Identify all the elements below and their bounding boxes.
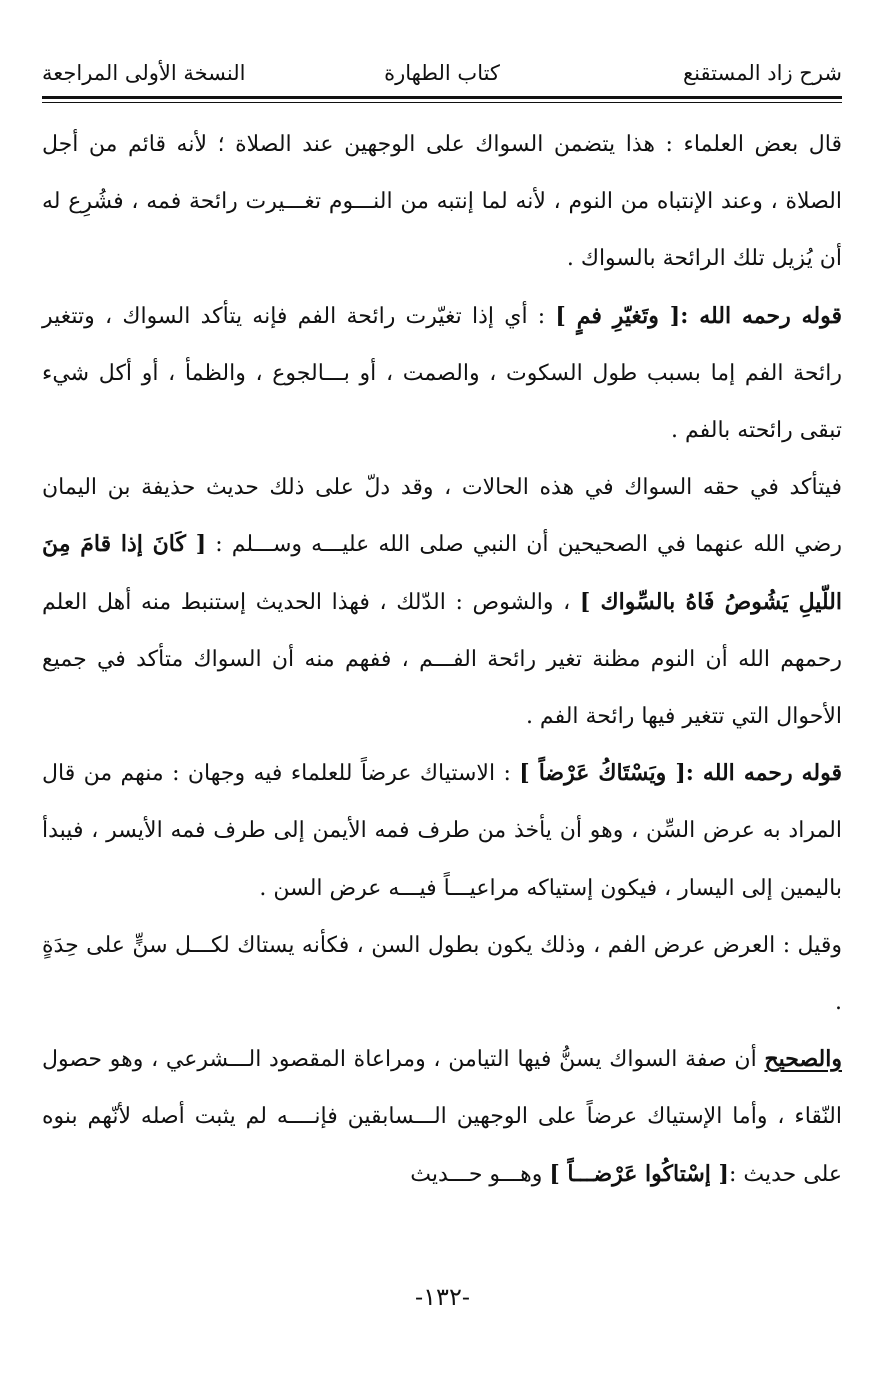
header-book-title: شرح زاد المستقنع <box>683 61 842 85</box>
paragraph-6 <box>42 1031 842 1203</box>
paragraph-lead: قوله رحمه الله :[ وتَغيّرِ فمٍ ] <box>555 302 842 329</box>
paragraph-text: : الاستياك عرضاً للعلماء فيه وجهان : منهم من قال المراد به عرض السِّن ، وهو أن يأخذ من طرف فمه الأيمن إلى طرف فمه الأيسر ، فيبدأ باليمين إلى اليسار ، فيكون إستياكه مراعيـــاً فيـــه عرض السن . <box>42 761 842 901</box>
paragraph-text: : أي إذا تغيّرت رائحة الفم فإنه يتأكد السواك ، وتتغير رائحة الفم إما بسبب طول السكوت ، والصمت ، أو بـــالجوع ، والظمأ ، أو أكل شيء تبقى رائحته بالفم . <box>42 303 842 444</box>
hadith-quote: [ كَانَ إذا قامَ مِنَ اللّيلِ يَشُوصُ فَاهُ بالسِّواك ] <box>42 531 842 615</box>
header-edition-note: النسخة الأولى المراجعة <box>42 61 246 85</box>
paragraph-text: قال بعض العلماء : هذا يتضمن السواك على الوجهين عند الصلاة ؛ لأنه قائم من أجل الصلاة ، وعند الإنتباه من النوم ، لأنه لما إنتبه من النـــوم تغـــيرت رائحة فمه ، فشُرِع له أن يُزيل تلك الرائحة بالسواك . <box>42 132 842 272</box>
paragraph-text: فيتأكد في حقه السواك في هذه الحالات ، وقد دلّ على ذلك حديث حذيفة بن اليمان رضي الله عنهما في الصحيحين أن النبي صلى الله عليـــه وســـلم : <box>42 475 842 558</box>
page-number: -١٣٢- <box>415 1283 470 1311</box>
paragraph-4 <box>42 745 842 917</box>
header-rule-thin <box>42 102 842 103</box>
paragraph-text: ، والشوص : الدّلك ، فهذا الحديث إستنبط منه أهل العلم رحمهم الله أن النوم مظنة تغير رائحة الفـــم ، ففهم منه أن السواك متأكد في جميع الأحوال التي تتغير فيها رائحة الفم . <box>42 589 842 730</box>
hadith-quote: [ إسْتاكُوا عَرْضـــاً ] <box>549 1160 729 1187</box>
header-rule-thick <box>42 96 842 99</box>
header-chapter-title: كتاب الطهارة <box>384 61 500 85</box>
paragraph-lead: والصحيح <box>764 1046 842 1073</box>
page-header <box>42 56 842 96</box>
paragraph-5 <box>42 917 842 1031</box>
paragraph-lead: قوله رحمه الله :[ ويَسْتَاكُ عَرْضاً ] <box>519 760 842 787</box>
paragraph-1 <box>42 116 842 288</box>
page-body <box>42 116 842 1203</box>
paragraph-2 <box>42 288 842 460</box>
paragraph-text: وقيل : العرض عرض الفم ، وذلك يكون بطول السن ، فكأنه يستاك لكـــل سنٍّ على حِدَةٍ . <box>42 932 842 1016</box>
paragraph-text: وهـــو حـــديث <box>410 1161 550 1187</box>
paragraph-text: أن صفة السواك يسنُّ فيها التيامن ، ومراعاة المقصود الـــشرعي ، وهو حصول النّقاء ، وأما الإستياك عرضاً على الوجهين الـــسابقين فإنــــه لم يثبت أصله لأنّهم بنوه على حديث : <box>42 1047 842 1187</box>
paragraph-3 <box>42 459 842 745</box>
